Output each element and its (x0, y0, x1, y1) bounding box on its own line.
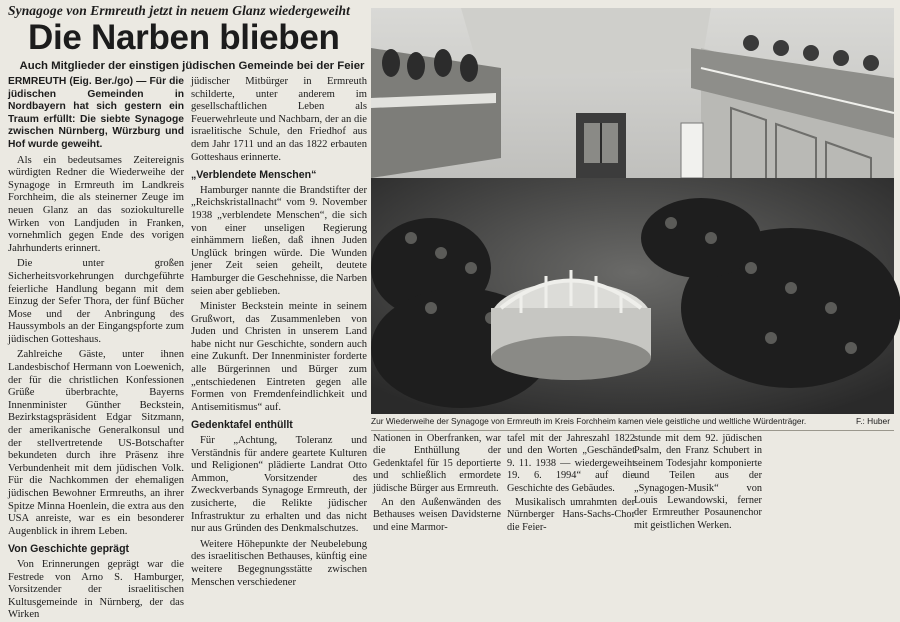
text-column-1 (8, 76, 184, 621)
body-paragraph: Musikalisch umrahmten der Nürnberger Hans-Sachs-Chor die Feier- (507, 497, 635, 533)
body-paragraph: stunde mit dem 92. jüdischen Psalm, den Franz Schubert in seinem Todesjahr komponierte und Teilen aus der „Synagogen-Musik“ von Louis Lewandowski, ferner der Ermreuther Posaunenchor mit geistlichen Werken. (634, 433, 762, 531)
article-headline: Die Narben blieben (28, 18, 340, 57)
body-paragraph: Nationen in Oberfranken, war die Enthüllung der Gedenktafel für 15 deportierte und schließlich ermordete jüdische Bürger aus Ermreuth. (373, 433, 501, 494)
photo-credit: F.: Huber (856, 416, 890, 426)
photo-caption (371, 416, 894, 426)
body-paragraph: Als ein bedeutsames Zeitereignis würdigten Redner die Wiederweihe der Synagoge in Ermreuth im Landkreis Forchheim, die als steinerner Zeuge im neuen Glanz an das soziokulturelle Wirken von Landjuden in Franken, vornehmlich gegen Ende des vorigen Jahrhunderts erinnert. (8, 154, 184, 254)
text-column-2 (191, 76, 368, 588)
body-paragraph: An den Außenwänden des Bethauses weisen Davidsterne und eine Marmor- (373, 497, 501, 533)
body-paragraph: Minister Beckstein meinte in seinem Grußwort, das Zusammenleben von Juden und Christen in unserem Land habe nicht nur Geschichte, sondern auch eine Zukunft. Der Innenminister forderte alle Bürgerinnen und Bürger zum „entschiedenen Eintreten gegen alle Formen von Fremdenfeindlichkeit und Antisemitismus“ auf. (191, 301, 367, 413)
bottom-column-3 (634, 433, 762, 531)
body-paragraph: Für „Achtung, Toleranz und Verständnis für andere geartete Kulturen und Religionen“ plädierte Landrat Otto Ammon, Vorsitzender des Zweckverbands Synagoge Ermreuth, der zusicherte, die Relikte jüdischer Infrastruktur zu erhalten und das nicht nur aus Gründen des Denkmalschutzes. (191, 435, 367, 535)
bottom-column-2 (507, 433, 635, 533)
body-paragraph: jüdischer Mitbürger in Ermreuth schilderte, unter anderem im gesellschaftlichen Leben als Feuerwehrleute und Nachbarn, der an die israelitische Schule, den Friedhof aus dem Jahr 1711 und an das 1822 erbauten Gotteshaus erinnerte. (191, 76, 367, 163)
section-heading: Von Geschichte geprägt (8, 543, 130, 556)
body-paragraph: Hamburger nannte die Brandstifter der „Reichskristallnacht“ vom 9. November 1938 „verblendete Menschen“, die sich von einer unseligen Regierung einhämmern ließen, daß ihnen Juden Unglück bringen würde. Die Wunden jener Zeit seien geheilt, deutete Hamburger die Geschehnisse, die Narben seien aber geblieben. (191, 184, 368, 297)
lead-text: — Für die jüdischen Gemeinden in Nordbayern hat sich gestern ein Traum erfüllt: Die siebte Synagoge zwischen Nürnberg, Würzburg und Hof wurde geweiht. (8, 76, 184, 150)
body-paragraph: Die unter großen Sicherheitsvorkehrungen durchgeführte feierliche Handlung begann mit dem Einzug der Sefer Thora, der fünf Bücher Mose und der Anbringung des Haussymbols an der Eingangspforte zum jüdischen Gotteshaus. (8, 258, 184, 345)
section-heading: Gedenktafel enthüllt (191, 419, 293, 432)
synagogue-interior-illustration (371, 8, 894, 414)
body-paragraph: tafel mit der Jahreszahl 1822 und den Worten „Geschändet 9. 11. 1938 — wiedergeweiht 19. 6. 1994“ auf die Geschichte des Gebäudes. (507, 433, 635, 494)
body-paragraph: Weitere Höhepunkte der Neubelebung des israelitischen Bethauses, künftig eine weitere Begegnungsstätte zwischen Menschen verschiedener (191, 538, 367, 588)
caption-divider (371, 430, 894, 431)
body-paragraph: Zahlreiche Gäste, unter ihnen Landesbischof Hermann von Loewenich, der für die christlichen Konfessionen Grüße überbrachte, Bayerns Innenminister Günther Beckstein, Bezirkstagspräsident Edgar Sitzmann, der amerikanische Generalkonsul und der stellvertretende US-Botschafter bekundeten durch ihre Präsenz ihre Verbundenheit mit dem jüdischen Volk. Für die Nachkommen der ehemaligen jüdischen Bewohner Ermreuths, an ihrer Spitze Minna Hoenlein, die extra aus den USA anreiste, war es ein besonderer Augenblick in ihrem Leben. (8, 349, 184, 537)
article-subhead: Auch Mitglieder der einstigen jüdischen Gemeinde bei der Feier (19, 60, 365, 72)
lead-paragraph (8, 76, 184, 152)
body-paragraph: Von Erinnerungen geprägt war die Festrede von Arno S. Hamburger, Vorsitzender der israelitischen Kultusgemeinde in Nürnberg, der das Wirken (8, 558, 184, 621)
article-kicker: Synagoge von Ermreuth jetzt in neuem Glanz wiedergeweiht (8, 3, 351, 18)
caption-text: Zur Wiederweihe der Synagoge von Ermreuth im Kreis Forchheim kamen viele geistliche und weltliche Würdenträger. (371, 416, 807, 426)
bottom-column-1 (373, 433, 501, 533)
section-heading: „Verblendete Menschen“ (191, 169, 317, 182)
synagogue-photo (371, 8, 894, 414)
dateline: ERMREUTH (Eig. Ber./go) (8, 76, 134, 87)
